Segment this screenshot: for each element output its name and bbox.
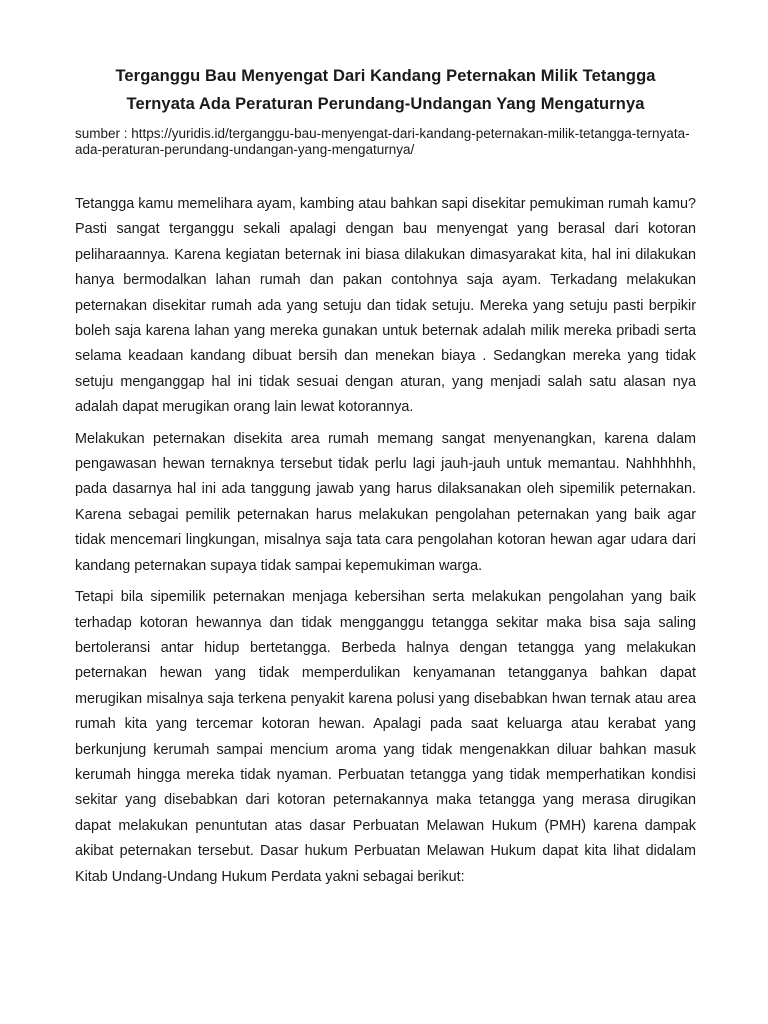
title-line-1: Terganggu Bau Menyengat Dari Kandang Peternakan Milik Tetangga — [115, 67, 656, 85]
title-line-2: Ternyata Ada Peraturan Perundang-Undangan Yang Mengaturnya — [126, 95, 645, 113]
paragraph-2: Melakukan peternakan disekita area rumah memang sangat menyenangkan, karena dalam pengawasan hewan ternaknya tersebut tidak perlu lagi jauh-jauh untuk memantau. Nahhhhhh, pada dasarnya hal ini ada tanggung jawab yang harus dilaksanakan oleh sipemilik peternakan. Karena sebagai pemilik peternakan harus melakukan pengolahan peternakan yang baik agar tidak mencemari lingkungan, misalnya saja tata cara pengolahan kotoran hewan agar udara dari kandang peternakan supaya tidak sampai kepemukiman warga. — [75, 430, 696, 574]
document-page — [75, 62, 696, 896]
paragraph-3: Tetapi bila sipemilik peternakan menjaga kebersihan serta melakukan pengolahan yang baik terhadap kotoran hewannya dan tidak mengganggu tetangga sekitar maka bisa saja saling bertoleransi antar hidup bertetangga. Berbeda halnya dengan tetangga yang melakukan peternakan hewan yang tidak memperdulikan kenyamanan tetangganya bahkan dapat merugikan misalnya saja terkena penyakit karena polusi yang disebabkan hwan ternak atau area rumah kita yang tercemar kotoran hewan. Apalagi pada saat keluarga atau kerabat yang berkunjung kerumah sampai mencium aroma yang tidak mengenakkan diluar bahkan masuk kerumah hingga mereka tidak nyaman. Perbuatan tetangga yang tidak memperhatikan kondisi sekitar yang disebabkan dari kotoran peternakannya maka tetangga yang merasa dirugikan dapat melakukan penuntutan atas dasar Perbuatan Melawan Hukum (PMH) karena dampak akibat peternakan tersebut. Dasar hukum Perbuatan Melawan Hukum dapat kita lihat didalam Kitab Undang-Undang Hukum Perdata yakni sebagai berikut: — [75, 589, 696, 885]
paragraph-1: Tetangga kamu memelihara ayam, kambing atau bahkan sapi disekitar pemukiman rumah kamu? Pasti sangat terganggu sekali apalagi dengan bau menyengat yang berasal dari kotoran peliharaannya. Karena kegiatan beternak ini biasa dilakukan dimasyarakat kita, hal ini dilakukan hanya bermodalkan lahan rumah dan pakan contohnya saja ayam. Terkadang melakukan peternakan disekitar rumah ada yang setuju dan tidak setuju. Mereka yang setuju pasti berpikir boleh saja karena lahan yang mereka gunakan untuk beternak adalah milik mereka pribadi serta selama keadaan kandang dibuat bersih dan menekan biaya . Sedangkan mereka yang tidak setuju menganggap hal ini tidak sesuai dengan aturan, yang menjadi salah satu alasan nya adalah dapat merugikan orang lain lewat kotorannya. — [75, 196, 696, 416]
document-title — [75, 62, 696, 118]
article-body — [75, 192, 696, 890]
source-citation: sumber : https://yuridis.id/terganggu-bau-menyengat-dari-kandang-peternakan-milik-tetangga-ternyata-ada-peraturan-perundang-undangan-yang-mengaturnya/ — [75, 126, 690, 157]
